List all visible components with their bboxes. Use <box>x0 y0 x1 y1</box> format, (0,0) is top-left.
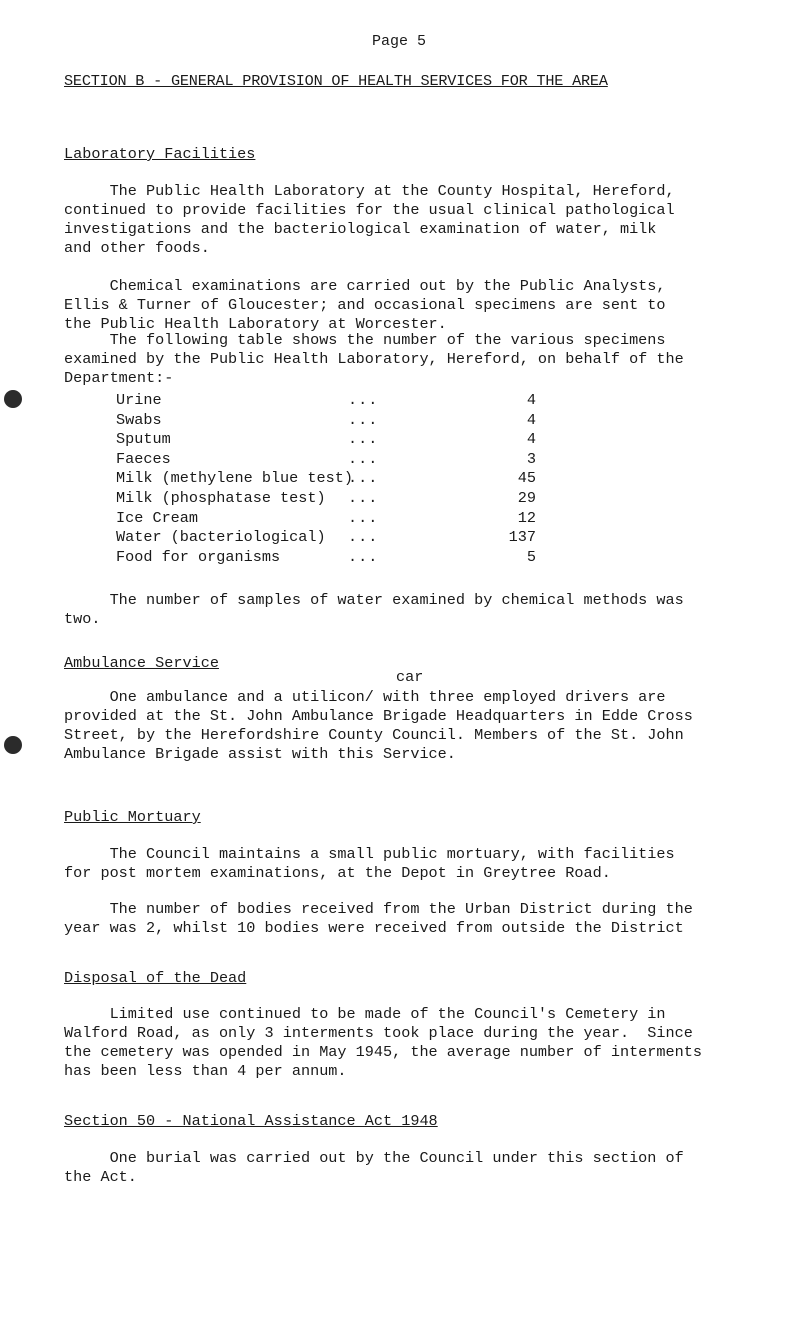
specimen-table <box>116 391 536 567</box>
lab-paragraph-1: The Public Health Laboratory at the County Hospital, Hereford, continued to provide facilities for the usual clinical pathological investigations and the bacteriological examination of water, milk and other foods. <box>64 182 675 257</box>
table-row: Water (bacteriological) ... 137 <box>116 528 536 547</box>
table-row: Sputum ... 4 <box>116 430 536 449</box>
table-row: Food for organisms ... 5 <box>116 547 536 566</box>
heading-ambulance: Ambulance Service <box>64 654 219 672</box>
section-50-paragraph: One burial was carried out by the Council under this section of the Act. <box>64 1149 684 1186</box>
section-title: SECTION B - GENERAL PROVISION OF HEALTH SERVICES FOR THE AREA <box>64 72 608 90</box>
punch-hole <box>4 390 22 408</box>
table-row: Ice Cream ... 12 <box>116 508 536 527</box>
mortuary-paragraph-2: The number of bodies received from the Urban District during the year was 2, whilst 10 bodies were received from outside the District <box>64 900 693 937</box>
table-row: Faeces ... 3 <box>116 449 536 468</box>
handwritten-insert: car <box>396 668 424 686</box>
table-row: Milk (phosphatase test) ... 29 <box>116 488 536 507</box>
punch-hole <box>4 736 22 754</box>
heading-section-50: Section 50 - National Assistance Act 1948 <box>64 1112 438 1130</box>
ambulance-paragraph: One ambulance and a utilicon/ with three employed drivers are provided at the St. John Ambulance Brigade Headquarters in Edde Cross Street, by the Herefordshire County Council. Members of the St. John Ambulance Brigade assist with this Service. <box>64 688 693 763</box>
disposal-paragraph: Limited use continued to be made of the Council's Cemetery in Walford Road, as only 3 interments took place during the year. Since the cemetery was opended in May 1945, the average number of interments has been less than 4 per annum. <box>64 1005 702 1080</box>
table-row: Swabs ... 4 <box>116 410 536 429</box>
lab-paragraph-3: The following table shows the number of the various specimens examined by the Public Health Laboratory, Hereford, on behalf of the Department:- <box>64 331 684 387</box>
mortuary-paragraph-1: The Council maintains a small public mortuary, with facilities for post mortem examinations, at the Depot in Greytree Road. <box>64 845 675 882</box>
page-number: Page 5 <box>372 33 427 50</box>
table-row: Milk (methylene blue test) ... 45 <box>116 469 536 488</box>
table-row: Urine ... 4 <box>116 391 536 409</box>
lab-paragraph-4: The number of samples of water examined by chemical methods was two. <box>64 591 684 628</box>
heading-disposal: Disposal of the Dead <box>64 969 247 987</box>
heading-mortuary: Public Mortuary <box>64 808 201 826</box>
lab-paragraph-2: Chemical examinations are carried out by the Public Analysts, Ellis & Turner of Gloucester; and occasional specimens are sent to the Public Health Laboratory at Worcester. <box>64 277 666 333</box>
heading-laboratory: Laboratory Facilities <box>64 145 256 163</box>
